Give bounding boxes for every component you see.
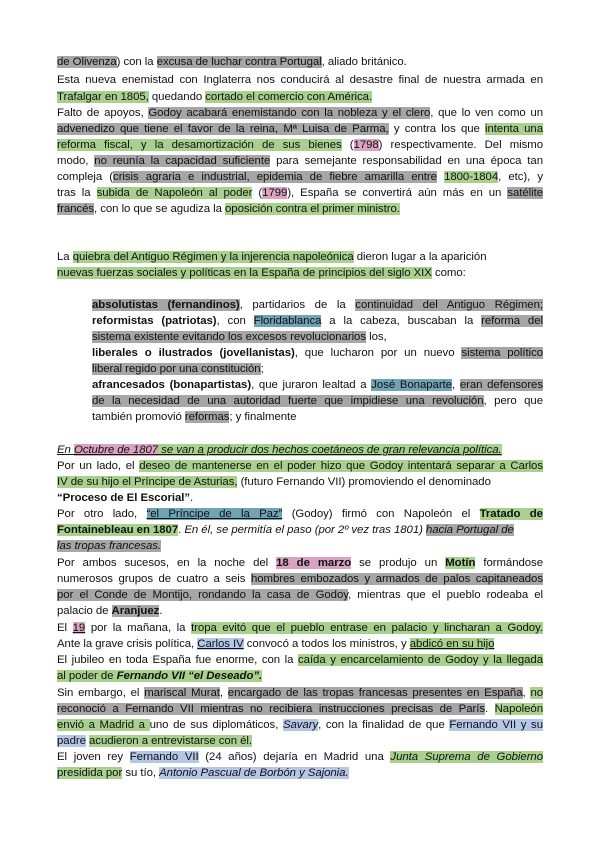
highlighted-text: Savary (282, 719, 319, 731)
text-run: El joven rey (57, 751, 130, 763)
text-run: (futuro Fernando VII) promoviendo el denominado (237, 476, 491, 488)
text-run: ; y finalmente (229, 411, 297, 423)
text-line (92, 330, 387, 345)
text-line (57, 523, 514, 538)
highlighted-text: eran defensores (459, 379, 543, 391)
text-run: tras la (57, 187, 97, 199)
text-run: y contra los que (388, 123, 486, 135)
text-run: se produjo un (351, 557, 446, 569)
text-run: Falto de apoyos, (57, 107, 149, 119)
text-line (57, 138, 543, 153)
text-run: , que lo ven como un (430, 107, 543, 119)
text-line (57, 539, 161, 554)
highlighted-text: intenta una (485, 123, 543, 135)
text-run: , con (216, 315, 254, 327)
text-run: ; (260, 363, 264, 375)
highlighted-text: envió a Madrid a (57, 719, 150, 731)
highlighted-text: caída y encarcelamiento de Godoy y la llegada (298, 654, 543, 666)
text-run: , (522, 687, 531, 699)
text-run: ( (341, 139, 354, 151)
text-run: El jubileo en toda España fue enorme, con la (57, 654, 299, 666)
text-run: , etc), y (498, 171, 543, 183)
text-run: . (485, 703, 495, 715)
highlighted-text: sistema político (461, 347, 544, 359)
text-line (92, 394, 543, 409)
highlighted-text: padre (57, 735, 86, 747)
highlighted-text: José Bonaparte (371, 379, 452, 391)
text-run: quedando (148, 91, 206, 103)
highlighted-text: reconoció a Fernando VII mientras no recibiera instrucciones precisas de París (57, 703, 486, 715)
text-line (57, 750, 543, 765)
text-line (92, 362, 264, 377)
text-line (57, 122, 543, 137)
highlighted-text: Godoy acabará enemistando con la nobleza y el clero (148, 107, 431, 119)
text-run: , pero que (483, 395, 543, 407)
highlighted-text: hacia Portugal de (425, 524, 514, 536)
highlighted-text: Aranjuez (111, 605, 160, 617)
highlighted-text: subida de Napoleón al poder (96, 187, 253, 199)
highlighted-text: reformas (184, 411, 230, 423)
text-line (92, 346, 543, 361)
highlighted-text: advenedizo que tiene el favor de la reina, Mª Luisa de Parma, (57, 123, 389, 135)
text-line (57, 572, 543, 587)
text-run: como: (431, 267, 466, 279)
highlighted-text: tropa evitó que el pueblo entrase en palacio y lincharan a Godoy. (191, 622, 543, 634)
text-run: su tío, (122, 767, 160, 779)
text-line (57, 702, 543, 717)
highlighted-text: Napoleón (494, 703, 543, 715)
text-run: (Godoy) firmó con Napoleón el (282, 508, 480, 520)
text-run: Esta nueva enemistad con Inglaterra nos conducirá al desastre final de nuestra armada en (57, 74, 543, 86)
text-line (57, 90, 372, 105)
highlighted-text: Antonio Pascual de Borbón y Sajonia. (159, 767, 349, 779)
text-run: formándose (475, 557, 543, 569)
highlighted-text: Fontainebleau en 1807 (57, 524, 179, 536)
text-line (57, 154, 543, 169)
highlighted-text: oposición contra el primer ministro. (225, 203, 400, 215)
text-line (57, 766, 349, 781)
text-run: afrancesados (bonapartistas) (92, 379, 252, 391)
highlighted-text: acudieron a entrevistarse con él. (89, 735, 252, 747)
highlighted-text: no reunía la capacidad suficiente (94, 155, 271, 167)
text-line (57, 186, 543, 201)
highlighted-text: Floridablanca (253, 315, 322, 327)
highlighted-text: continuidad del Antiguo Régimen; (355, 299, 543, 311)
highlighted-text: 18 de marzo (276, 557, 352, 569)
text-run: Por un lado, el (57, 460, 140, 472)
highlighted-text: 1799 (262, 187, 288, 199)
text-line (57, 718, 543, 733)
highlighted-text: reforma fiscal, y la desamortización de sus bienes (57, 139, 342, 151)
text-line (57, 653, 543, 668)
text-run: , mientras que el pueblo rodeaba el (348, 589, 543, 601)
text-line (57, 170, 543, 185)
text-line (57, 73, 543, 88)
text-run: reformistas (patriotas) (92, 315, 217, 327)
highlighted-text: Carlos IV (197, 638, 244, 650)
highlighted-text: “el Príncipe de la Paz” (146, 508, 283, 520)
text-run: ) respectivamente. Del mismo (378, 139, 543, 151)
text-run: los, (365, 331, 387, 343)
text-run: La (57, 251, 73, 263)
text-run: a la cabeza, buscaban la (321, 315, 482, 327)
text-line (57, 443, 502, 458)
text-run: para semejante responsabilidad en una época tan (270, 155, 543, 167)
highlighted-text: Tratado de (479, 508, 543, 520)
highlighted-text: se van a producir dos hechos coetáneos de gran relevancia política. (158, 444, 502, 456)
highlighted-text: Fernando VII y su (449, 719, 543, 731)
highlighted-text: excusa de luchar contra Portugal (156, 56, 322, 68)
text-run: , que juraron lealtad a (251, 379, 372, 391)
text-run: también promovió (92, 411, 185, 423)
highlighted-text: francés (57, 203, 95, 215)
text-line (57, 588, 543, 603)
highlighted-text: de Olivenza (57, 56, 117, 68)
highlighted-text: reforma del (481, 315, 543, 327)
text-line (92, 298, 543, 313)
highlighted-text: las tropas francesas. (57, 540, 162, 552)
text-run: . (159, 605, 163, 617)
highlighted-text: Trafalgar en 1805, (57, 91, 149, 103)
highlighted-text: Junta Suprema de Gobierno (390, 751, 544, 763)
text-run: ), España se convertirá aún más en un (287, 187, 508, 199)
text-line (57, 459, 543, 474)
text-line (92, 314, 543, 329)
highlighted-text: nuevas fuerzas sociales y políticas en la España de principios del siglo XIX (57, 267, 432, 279)
text-run: compleja ( (57, 171, 114, 183)
text-line (57, 491, 193, 506)
text-run: por la mañana, la (85, 622, 192, 634)
text-run: Por ambos sucesos, en la noche del (57, 557, 277, 569)
text-run: Por otro lado, (57, 508, 147, 520)
text-run: , (451, 379, 460, 391)
highlighted-text: IV de su hijo el Príncipe de Asturias, (57, 476, 238, 488)
text-run: modo, (57, 155, 95, 167)
text-run: (24 años) dejaría en Madrid una (198, 751, 391, 763)
highlighted-text: crisis agraria e industrial, epidemia de fiebre amarilla entre (113, 171, 437, 183)
highlighted-text: no (530, 687, 544, 699)
highlighted-text: abdicó en su hijo (409, 638, 495, 650)
text-line (57, 475, 491, 490)
highlighted-text: deseo de mantenerse en el poder hizo que Godoy intentará separar a Carlos (139, 460, 543, 472)
text-run: “Proceso de El Escorial” (57, 492, 191, 504)
text-run: En él, se permitía el paso (por 2º vez tras 1801) (184, 524, 426, 536)
text-run: ) con la (116, 56, 157, 68)
highlighted-text: absolutistas (fernandinos) (92, 299, 240, 311)
highlighted-text: de la necesidad de una autoridad fuerte que impidiese una revolución (92, 395, 484, 407)
highlighted-text: Motín (445, 557, 476, 569)
highlighted-text: satélite (507, 187, 544, 199)
text-run: dieron lugar a la aparición (353, 251, 487, 263)
text-run: . (178, 524, 185, 536)
text-run: uno de sus diplomáticos, (149, 719, 283, 731)
text-line (57, 637, 494, 652)
highlighted-text: mariscal Murat (144, 687, 220, 699)
text-line (57, 250, 486, 265)
text-run (437, 171, 444, 183)
highlighted-text: presidida por (57, 767, 123, 779)
text-run: . (190, 492, 194, 504)
highlighted-text: 1800-1804 (444, 171, 499, 183)
highlighted-text: 19 (72, 622, 86, 634)
text-run: , con lo que se agudiza la (94, 203, 226, 215)
text-run: palacio de (57, 605, 112, 617)
highlighted-text: liberal regido por una constitución (92, 363, 261, 375)
text-run: Ante la grave crisis política, (57, 638, 198, 650)
text-run: convocó a todos los ministros, y (243, 638, 410, 650)
text-line (57, 266, 466, 281)
highlighted-text: al poder de (57, 670, 117, 682)
text-line (57, 507, 543, 522)
highlighted-text: sistema existente evitando los excesos revolucionarios (92, 331, 366, 343)
highlighted-text: hombres embozados y armados de palos capitaneados (250, 573, 543, 585)
text-line (57, 604, 162, 619)
highlighted-text: Fernando VII “el Deseado”. (116, 670, 263, 682)
text-run: , (219, 687, 228, 699)
text-run: liberales o ilustrados (jovellanistas) (92, 347, 295, 359)
highlighted-text: por el Conde de Montijo, rondando la casa de Godoy (57, 589, 349, 601)
highlighted-text: 1798 (353, 139, 379, 151)
text-run: , que lucharon por un nuevo (294, 347, 462, 359)
text-line (57, 686, 543, 701)
text-line (57, 669, 262, 684)
highlighted-text: encargado de las tropas francesas presentes en España (227, 687, 523, 699)
text-line (57, 106, 543, 121)
text-run: numerosos grupos de cuatro a seis (57, 573, 251, 585)
text-run: ( (252, 187, 263, 199)
text-line (57, 621, 543, 636)
text-run: En (57, 444, 74, 456)
text-run: , partidarios de la (239, 299, 356, 311)
text-line (92, 378, 543, 393)
text-line (57, 202, 400, 217)
text-line (57, 734, 252, 749)
highlighted-text: Fernando VII (129, 751, 199, 763)
text-run: , con la finalidad de que (318, 719, 450, 731)
highlighted-text: cortado el comercio con América. (205, 91, 373, 103)
text-run: , aliado británico. (321, 56, 407, 68)
text-run: Sin embargo, el (57, 687, 145, 699)
highlighted-text: Octubre de 1807 (73, 444, 159, 456)
highlighted-text: quiebra del Antiguo Régimen y la injerencia napoleónica (72, 251, 354, 263)
text-line (57, 55, 407, 70)
text-run: El (57, 622, 73, 634)
text-line (57, 556, 543, 571)
text-line (92, 410, 296, 425)
